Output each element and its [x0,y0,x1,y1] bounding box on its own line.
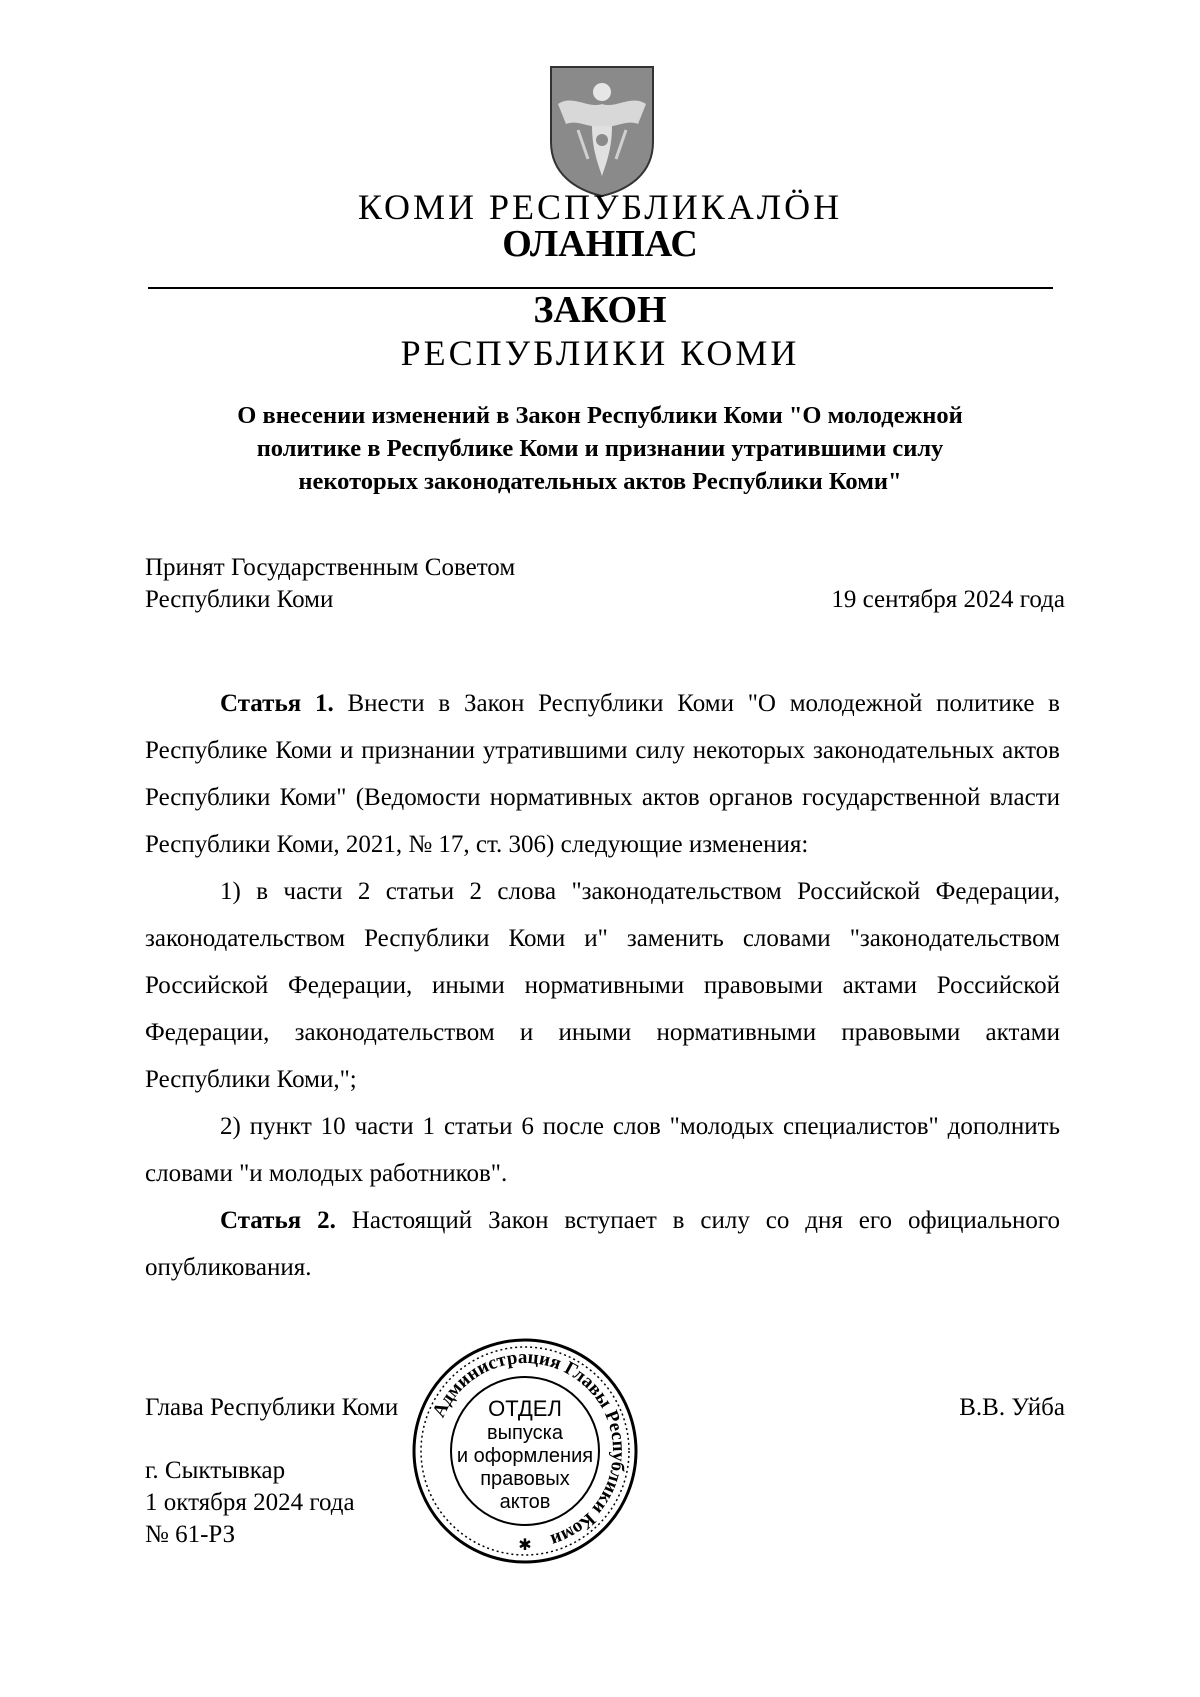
law-title-line: политике в Республике Коми и признании утратившими силу [256,435,944,462]
article-2 [145,1197,1060,1291]
signatory-position: Глава Республики Коми [145,1394,399,1421]
header-zakon: ЗАКОН [533,289,667,331]
header-republic: РЕСПУБЛИКИ КОМИ [400,333,800,373]
stamp-center-line: правовых [480,1468,570,1490]
adoption-body-line2: Республики Коми [145,586,334,613]
signing-city: г. Сыктывкар [145,1457,286,1484]
stamp-center-line: выпуска [487,1422,563,1444]
law-body [145,680,1060,1291]
stamp-center-line: ОТДЕЛ [488,1396,562,1421]
law-number: № 61-РЗ [145,1521,236,1548]
article-2-text: Настоящий Закон вступает в силу со дня его официального опубликования. [145,1207,1060,1281]
article-1 [145,680,1060,868]
signatory-name: В.В. Уйба [959,1394,1065,1421]
article-1-label: Статья 1. [220,690,334,717]
coat-of-arms-icon [548,64,656,198]
article-1-text: Внести в Закон Республики Коми "О молодежной политике в Республике Коми и признании утратившими силу некоторых законодательных актов Республики Коми" (Ведомости нормативных актов органов государственной власти Республики Коми, 2021, № 17, ст. 306) следующие изменения: [145,690,1060,858]
stamp-ring-text: Администрация Главы Республики Коми [428,1346,630,1551]
law-title [140,399,1060,498]
adoption-body-line1: Принят Государственным Советом [145,554,516,581]
adoption-date: 19 сентября 2024 года [831,586,1065,613]
article-1-item-1: 1) в части 2 статьи 2 слова "законодательством Российской Федерации, законодательством Республики Коми и" заменить словами "законодательством Российской Федерации, иными нормативными правовыми актами Российской Федерации, законодательством и иными нормативными правовыми актами Республики Коми,"; [145,878,1060,1093]
signing-date: 1 октября 2024 года [145,1489,355,1516]
article-2-label: Статья 2. [220,1207,336,1234]
stamp-center-line: и оформления [456,1445,594,1467]
header-olanpas: ОЛАНПАС [502,223,698,265]
official-stamp [410,1336,640,1566]
stamp-star-icon: ✱ [518,1535,532,1554]
law-title-line: О внесении изменений в Закон Республики Коми "О молодежной [237,402,963,429]
article-1-item-2: 2) пункт 10 части 1 статьи 6 после слов "молодых специалистов" дополнить словами "и молодых работников". [145,1113,1060,1187]
stamp-center-line: актов [499,1491,551,1513]
law-title-line: некоторых законодательных актов Республики Коми" [298,468,902,495]
header-komi-title: КОМИ РЕСПУБЛИКАЛӦН [357,187,843,227]
